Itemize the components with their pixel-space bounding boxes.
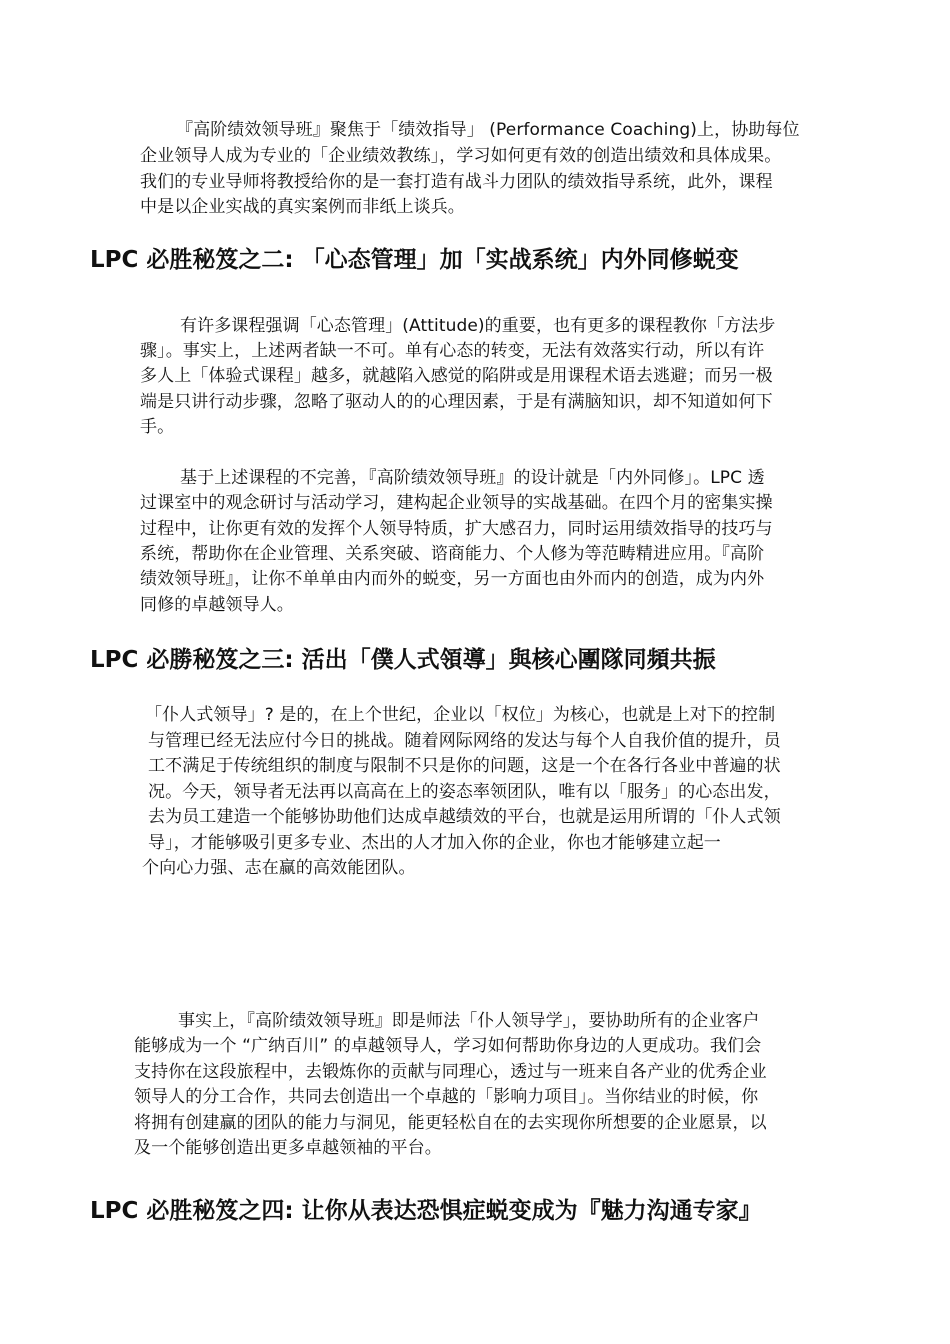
paragraph-3-line-5: 绩效领导班』，让你不单单由内而外的蜕变，另一方面也由外而内的创造，成为内外 bbox=[140, 569, 765, 589]
paragraph-4-line-3: 工不满足于传统组织的制度与限制不只是你的问题，这是一个在各行各业中普遍的状 bbox=[148, 756, 781, 776]
paragraph-4-line-4: 况。今天，领导者无法再以高高在上的姿态率领团队，唯有以「服务」的心态出发， bbox=[148, 782, 781, 802]
section-heading-2: LPC 必胜秘笈之二: 「心态管理」加「实战系统」内外同修蜕变 bbox=[90, 247, 739, 273]
paragraph-5-line-3: 支持你在这段旅程中，去锻炼你的贡献与同理心，透过与一班来自各产业的优秀企业 bbox=[134, 1062, 767, 1082]
paragraph-5-line-6: 及一个能够创造出更多卓越领袖的平台。 bbox=[134, 1138, 442, 1158]
section-heading-4: LPC 必胜秘笈之四: 让你从表达恐惧症蜕变成为『魅力沟通专家』 bbox=[90, 1198, 762, 1224]
paragraph-1-line-4: 中是以企业实战的真实案例而非纸上谈兵。 bbox=[140, 197, 465, 217]
section-heading-3: LPC 必勝秘笈之三: 活出「僕人式領導」與核心團隊同頻共振 bbox=[90, 647, 716, 673]
paragraph-4-line-5: 去为员工建造一个能够协助他们达成卓越绩效的平台，也就是运用所谓的「仆人式领 bbox=[148, 807, 781, 827]
paragraph-2-line-1: 有许多课程强调「心态管理」(Attitude)的重要，也有更多的课程教你「方法步 bbox=[180, 316, 776, 336]
paragraph-4-line-7: 个向心力强、志在赢的高效能团队。 bbox=[142, 858, 416, 878]
paragraph-2-line-3: 多人上「体验式课程」越多，就越陷入感觉的陷阱或是用课程术语去逃避；而另一极 bbox=[140, 366, 773, 386]
paragraph-5-line-1: 事实上，『高阶绩效领导班』即是师法「仆人领导学」，要协助所有的企业客户 bbox=[178, 1011, 760, 1031]
paragraph-3-line-6: 同修的卓越领导人。 bbox=[140, 595, 294, 615]
paragraph-1-line-1: 『高阶绩效领导班』聚焦于「绩效指导」 (Performance Coaching)上，协助每位 bbox=[176, 120, 800, 140]
paragraph-4-line-2: 与管理已经无法应付今日的挑战。随着网际网络的发达与每个人自我价值的提升，员 bbox=[148, 731, 781, 751]
paragraph-5-line-5: 将拥有创建赢的团队的能力与洞见，能更轻松自在的去实现你所想要的企业愿景，以 bbox=[134, 1113, 767, 1133]
paragraph-3-line-3: 过程中，让你更有效的发挥个人领导特质，扩大感召力，同时运用绩效指导的技巧与 bbox=[140, 519, 773, 539]
paragraph-3-line-1: 基于上述课程的不完善，『高阶绩效领导班』的设计就是「内外同修」。LPC 透 bbox=[180, 468, 765, 488]
paragraph-4-line-1: 「仆人式领导」? 是的，在上个世纪，企业以「权位」为核心，也就是上对下的控制 bbox=[145, 705, 776, 725]
paragraph-4-line-6: 导」，才能够吸引更多专业、杰出的人才加入你的企业，你也才能够建立起一 bbox=[148, 833, 721, 853]
paragraph-2-line-2: 骤」。事实上，上述两者缺一不可。单有心态的转变，无法有效落实行动，所以有许 bbox=[140, 341, 765, 361]
paragraph-1-line-2: 企业领导人成为专业的「企业绩效教练」，学习如何更有效的创造出绩效和具体成果。 bbox=[140, 146, 782, 166]
paragraph-3-line-2: 过课室中的观念研讨与活动学习，建构起企业领导的实战基础。在四个月的密集实操 bbox=[140, 493, 773, 513]
paragraph-5-line-2: 能够成为一个 “广纳百川” 的卓越领导人，学习如何帮助你身边的人更成功。我们会 bbox=[134, 1036, 762, 1056]
paragraph-3-line-4: 系统，帮助你在企业管理、关系突破、谘商能力、个人修为等范畴精进应用。『高阶 bbox=[140, 544, 765, 564]
paragraph-2-line-5: 手。 bbox=[140, 417, 175, 437]
paragraph-1-line-3: 我们的专业导师将教授给你的是一套打造有战斗力团队的绩效指导系统，此外，课程 bbox=[140, 172, 773, 192]
paragraph-5-line-4: 领导人的分工合作，共同去创造出一个卓越的「影响力项目」。当你结业的时候，你 bbox=[134, 1087, 759, 1107]
paragraph-2-line-4: 端是只讲行动步骤，忽略了驱动人的的心理因素，于是有满脑知识，却不知道如何下 bbox=[140, 392, 773, 412]
